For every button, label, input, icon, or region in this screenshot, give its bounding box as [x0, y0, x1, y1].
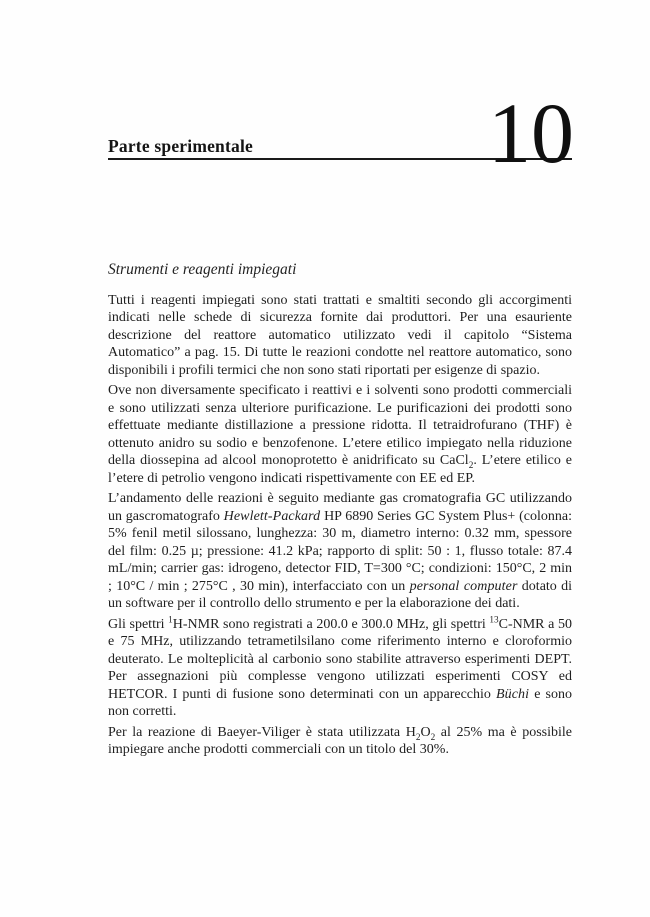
paragraph	[108, 613, 572, 721]
paragraph	[108, 292, 572, 380]
text-run: personal computer	[409, 578, 518, 594]
text-run: Per la reazione di Baeyer-Viliger è stata utilizzata H	[108, 724, 416, 740]
text-run: H-NMR sono registrati a 200.0 e 300.0 MHz, gli spettri	[172, 616, 490, 632]
text-run: C-NMR a 50 e 75 MHz, utilizzando tetrametilsilano come riferimento interno e cloroformio deuterato. Le molteplicità al carbonio sono stabilite attraverso esperimenti DEPT. Per assegnazioni più complesse vengono utilizzati esperimenti COSY ed HETCOR. I punti di fusione sono determinati con un apparecchio	[108, 616, 572, 702]
text-run: Ove non diversamente specificato i reattivi e i solventi sono prodotti commerciali e sono utilizzati senza ulteriore purificazione. Le purificazioni dei prodotti sono effettuate mediante distillazione a pressione ridotta. Il tetraidrofurano (THF) è ottenuto anidro su sodio e benzofenone. L’etere etilico impiegato nella riduzione della diossepina ad alcool monoprotetto è anidrificato su CaCl	[108, 383, 572, 469]
chapter-header	[108, 0, 574, 181]
chapter-number: 10	[488, 85, 574, 181]
text-run: Hewlett-Packard	[223, 508, 321, 524]
text-run: dotato di un software per il controllo dello strumento e per la elaborazione dei dati.	[108, 578, 572, 612]
text-run: e sono non corretti.	[108, 686, 572, 720]
text-run: Tutti i reagenti impiegati sono stati trattati e smaltiti secondo gli accorgimenti indicati nelle schede di sicurezza fornite dai produttori. Per una esauriente descrizione del reattore automatico utilizzato vedi il capitolo “Sistema Automatico” a pag. 15. Di tutte le reazioni condotte nel reattore automatico, sono disponibili i profili termici che non sono stati riportati per esigenze di spazio.	[108, 292, 572, 378]
paragraph	[108, 382, 572, 487]
text-run: HP 6890 Series GC System Plus+ (colonna: 5% fenil metil silossano, lunghezza: 30 m, diametro interno: 0.32 mm, spessore del film: 0.25 µ; pressione: 41.2 kPa; rapporto di split: 50 : 1, flusso totale: 87.4 mL/min; carrier gas: idrogeno, detector FID, T=300 °C; condizioni: 150°C, 2 min ; 10°C / min ; 275°C , 30 min), interfacciato con un	[108, 508, 572, 594]
text-run: 13	[489, 613, 499, 624]
text-run: Büchi	[495, 686, 530, 702]
chapter-title: Parte sperimentale	[108, 136, 254, 156]
text-run: 2	[415, 731, 421, 742]
section-title: Strumenti e reagenti impiegati	[108, 261, 297, 278]
text-run: . L’etere etilico e l’etere di petrolio vengono indicati rispettivamente con EE ed EP.	[108, 453, 572, 486]
text-run: al 25% ma è possibile impiegare anche prodotti commerciali con un titolo del 30%.	[108, 724, 572, 758]
text-run: 2	[468, 459, 474, 470]
text-run: 1	[168, 613, 173, 624]
text-run: Gli spettri	[108, 616, 169, 632]
page-content	[108, 0, 572, 759]
text-run: O	[420, 724, 431, 740]
text-run: L’andamento delle reazioni è seguito mediante gas cromatografia GC utilizzando un gascromatografo	[108, 491, 572, 524]
paragraph	[108, 724, 572, 759]
text-run: 2	[430, 731, 436, 742]
paragraph	[108, 490, 572, 613]
paragraphs	[108, 292, 572, 759]
